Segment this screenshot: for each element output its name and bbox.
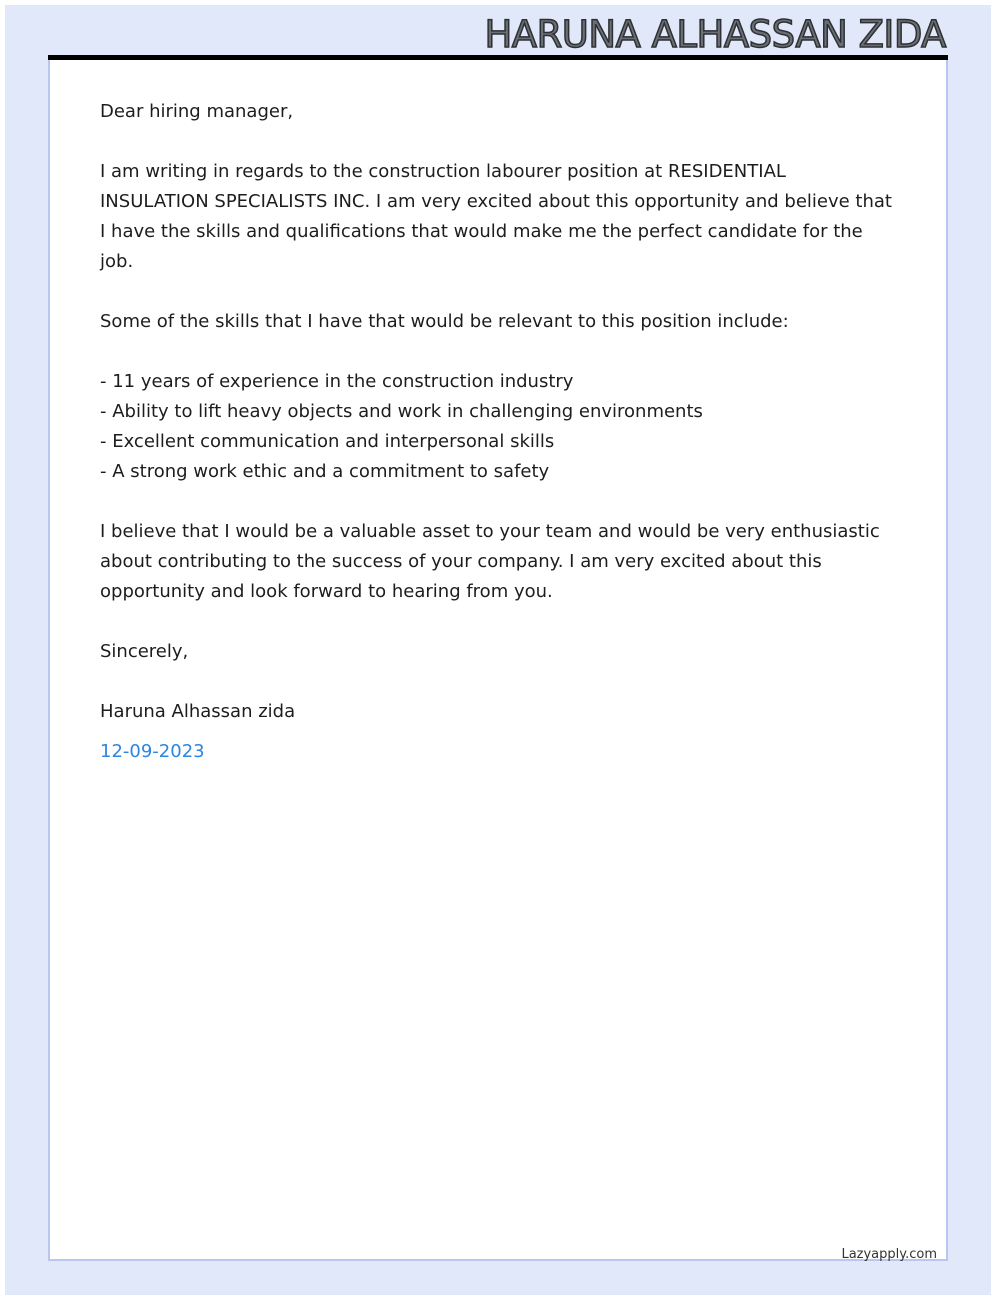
- footer-brand: Lazyapply.com: [841, 1247, 937, 1262]
- skill-item: - 11 years of experience in the construction industry: [100, 371, 574, 392]
- sign-off: Sincerely,: [100, 641, 189, 662]
- cover-letter-body: [100, 97, 900, 767]
- intro-paragraph: I am writing in regards to the construction labourer position at RESIDENTIAL INSULATION SPECIALISTS INC. I am very excited about this opportunity and believe that I have the skills and qualifications that would make me the perfect candidate for the job.: [100, 161, 892, 272]
- skill-item: - Ability to lift heavy objects and work in challenging environments: [100, 401, 703, 422]
- skills-intro: Some of the skills that I have that would be relevant to this position include:: [100, 311, 789, 332]
- applicant-name-heading: HARUNA ALHASSAN ZIDA: [484, 13, 946, 56]
- closing-paragraph: I believe that I would be a valuable asset to your team and would be very enthusiastic about contributing to the success of your company. I am very excited about this opportunity and look forward to hearing from you.: [100, 521, 880, 602]
- skills-list: [100, 367, 900, 487]
- skill-item: - A strong work ethic and a commitment to safety: [100, 461, 550, 482]
- salutation: Dear hiring manager,: [100, 101, 294, 122]
- skill-item: - Excellent communication and interpersonal skills: [100, 431, 555, 452]
- letter-date: 12-09-2023: [100, 741, 205, 762]
- signature-name: Haruna Alhassan zida: [100, 701, 296, 722]
